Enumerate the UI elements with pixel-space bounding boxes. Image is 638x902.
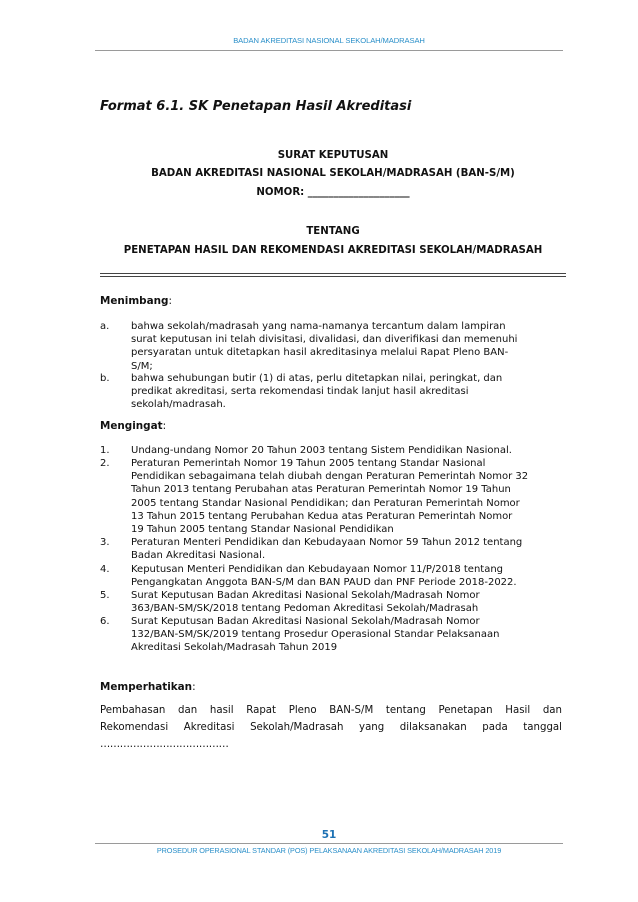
- memperhatikan-paragraph: Pembahasan dan hasil Rapat Pleno BAN-S/M tentang Penetapan Hasil dan Rekomendasi Akreditasi Sekolah/Madrasah yang dilaksanakan pada tanggal …………………………………: [100, 702, 562, 753]
- running-footer: PROSEDUR OPERASIONAL STANDAR (POS) PELAKSANAAN AKREDITASI SEKOLAH/MADRASAH 2019: [156, 846, 502, 855]
- list-marker: 6.: [100, 616, 110, 627]
- decree-subject: PENETAPAN HASIL DAN REKOMENDASI AKREDITASI SEKOLAH/MADRASAH: [123, 245, 543, 256]
- running-header: BADAN AKREDITASI NASIONAL SEKOLAH/MADRASAH: [233, 36, 425, 45]
- section-divider: [100, 273, 566, 274]
- list-marker: 1.: [100, 445, 110, 456]
- section-divider-lower: [100, 276, 566, 277]
- format-title: Format 6.1. SK Penetapan Hasil Akreditasi: [100, 99, 412, 114]
- header-rule: [95, 50, 563, 51]
- list-marker: 4.: [100, 564, 110, 575]
- page-number: 51: [321, 829, 337, 841]
- mengingat-heading: Mengingat:: [100, 420, 167, 432]
- decree-issuer: BADAN AKREDITASI NASIONAL SEKOLAH/MADRASAH (BAN-S/M): [151, 168, 515, 179]
- list-marker: b.: [100, 373, 110, 384]
- menimbang-heading: Menimbang:: [100, 295, 172, 307]
- date-placeholder: …………………………………: [100, 739, 229, 750]
- decree-about-label: TENTANG: [306, 226, 360, 237]
- list-marker: 3.: [100, 537, 110, 548]
- decree-title: SURAT KEPUTUSAN: [277, 150, 389, 161]
- decree-number: NOMOR: ____________________: [256, 187, 410, 198]
- list-marker: a.: [100, 321, 110, 332]
- footer-rule: [95, 843, 563, 844]
- list-marker: 2.: [100, 458, 110, 469]
- memperhatikan-heading: Memperhatikan:: [100, 681, 196, 693]
- list-marker: 5.: [100, 590, 110, 601]
